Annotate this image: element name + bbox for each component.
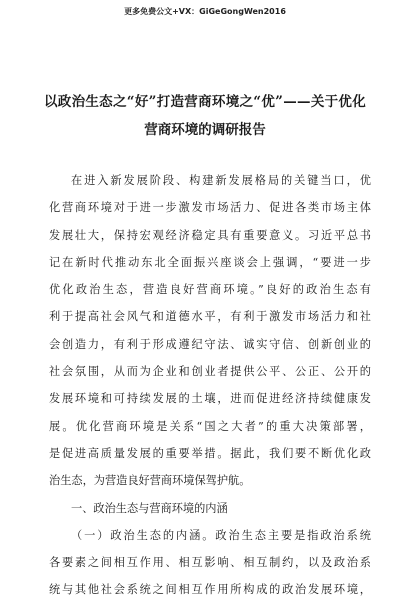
header-note: 更多免费公文+VX：GiGeGongWen2016 — [124, 7, 286, 16]
document-subtitle: 营商环境的调研报告 — [144, 122, 266, 138]
document-title: 以政治生态之“好”打造营商环境之“优”——关于优化 — [43, 94, 367, 110]
body-line: 会创造力，有利于形成遵纪守法、诚实守信、创新创业的 — [49, 337, 371, 351]
body-line: 发展环境和可持续发展的土壤，进而促进经济持续健康发 — [49, 392, 371, 406]
body-line: 社会氛围，从而为企业和创业者提供公平、公正、公开的 — [49, 365, 371, 379]
body-line: 化营商环境对于进一步激发市场活力、促进各类市场主体 — [49, 201, 371, 215]
section-heading: 一、政治生态与营商环境的内涵 — [71, 501, 228, 515]
body-line: （一）政治生态的内涵。政治生态主要是指政治系统 — [71, 528, 371, 542]
body-line: 记在新时代推动东北全面振兴座谈会上强调，“要进一步 — [49, 255, 371, 269]
body-line: 治生态，为营造良好营商环境保驾护航。 — [49, 474, 251, 488]
body-line: 发展壮大，保持宏观经济稳定具有重要意义。习近平总书 — [49, 228, 371, 242]
document-body — [49, 167, 371, 604]
body-line: 利于提高社会风气和道德水平，有利于激发市场活力和社 — [49, 310, 371, 324]
body-line: 是促进高质量发展的重要举措。据此，我们要不断优化政 — [49, 446, 371, 460]
body-line: 统与其他社会系统之间相互作用所构成的政治发展环境， — [49, 583, 371, 597]
body-line: 在进入新发展阶段、构建新发展格局的关键当口，优 — [71, 174, 371, 187]
body-line: 优化政治生态，营造良好营商环境。”良好的政治生态有 — [49, 283, 371, 297]
body-line: 各要素之间相互作用、相互影响、相互制约，以及政治系 — [49, 556, 371, 570]
body-line: 展。优化营商环境是关系“国之大者”的重大决策部署， — [49, 419, 371, 433]
